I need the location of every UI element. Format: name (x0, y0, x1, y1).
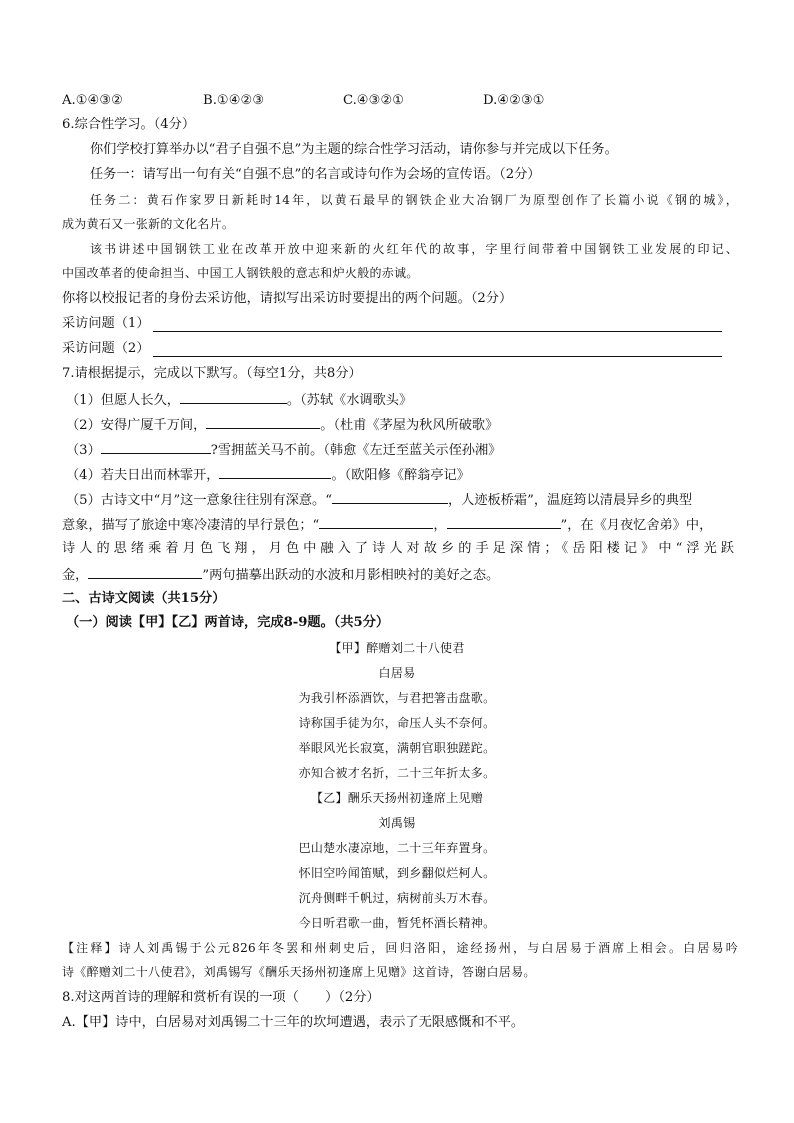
poem-yi-title: 【乙】酬乐天扬州初逢席上见赠 (310, 791, 484, 805)
q5-option-b: B.①④②③ (203, 93, 265, 108)
q8-option-a: A.【甲】诗中，白居易对刘禹锡二十三年的坎坷遭遇，表示了无限感慨和不平。 (62, 1015, 525, 1030)
q7-item-5-text-c: 意象，描写了旅途中寒冷凄清的早行景色；“ (62, 518, 320, 533)
q6-task2-line3: 该书讲述中国钢铁工业在改革开放中迎来新的火红年代的故事，字里行间带着中国钢铁工业发展的印记、 (90, 242, 738, 256)
poem-yi-author: 刘禹锡 (378, 816, 416, 830)
section-2-title: 二、古诗文阅读（共15分） (62, 591, 226, 606)
q6-intro: 你们学校打算举办以“君子自强不息”为主题的综合性学习活动，请你参与并完成以下任务。 (90, 142, 618, 157)
q6-prompt: 你将以校报记者的身份去采访他，请拟写出采访时要提出的两个问题。（2分） (62, 291, 513, 306)
q7-item-2 (66, 415, 498, 435)
q6-task2-line2: 成为黄石又一张新的文化名片。 (62, 217, 235, 231)
q7-item-5-line4 (62, 565, 499, 585)
q5-option-d: D.④②③① (483, 93, 545, 108)
interview-answer-2[interactable] (153, 356, 722, 357)
q7-item-1-text: （1）但愿人长久， (66, 393, 180, 408)
poem-yi-line-4: 今日听君歌一曲，暂凭杯酒长精神。 (298, 916, 496, 930)
poem-yi-line-2: 怀旧空吟闻笛赋，到乡翻似烂柯人。 (298, 866, 496, 880)
q7-item-3-text: （3） (66, 443, 101, 458)
q7-item-4-source: 。（欧阳修《醉翁亭记》 (331, 468, 470, 483)
q7-item-2-text: （2）安得广厦千万间， (66, 418, 207, 433)
q7-item-5-text-b: ，人迹板桥霜”，温庭筠以清晨异乡的典型 (448, 493, 693, 508)
q7-item-5-text-g: 金， (62, 568, 89, 583)
q7-item-4 (66, 465, 470, 485)
q5-option-c: C.④③②① (343, 93, 405, 108)
poem-jia-author: 白居易 (378, 666, 416, 680)
poem-jia-line-2: 诗称国手徒为尔，命压人头不奈何。 (298, 716, 496, 730)
note-line-1: 【注释】诗人刘禹锡于公元826年冬罢和州刺史后，回归洛阳，途经扬州，与白居易于酒席上相会。白居易吟 (62, 941, 738, 955)
q6-task2-line1: 任务二：黄石作家罗日新耗时14年，以黄石最早的钢铁企业大冶钢厂为原型创作了长篇小说《钢的城》， (90, 193, 738, 207)
q7-blank-2[interactable] (206, 415, 320, 429)
poem-yi-line-3: 沉舟侧畔千帆过，病树前头万木春。 (298, 891, 496, 905)
poem-jia-line-3: 举眼风光长寂寞，满朝官职独蹉跎。 (298, 741, 496, 755)
interview-label-1: 采访问题（1） (62, 316, 150, 331)
q7-title: 7.请根据提示，完成以下默写。（每空1分，共8分） (62, 366, 362, 381)
q7-item-3-source: ?雪拥蓝关马不前。（韩愈《左迁至蓝关示侄孙湘》 (210, 443, 502, 458)
q7-item-5-text-e: ”，在《月夜忆舍弟》中， (560, 518, 713, 533)
q7-item-5-line1 (66, 490, 692, 510)
q7-item-5-line3: 诗人的思绪乘着月色飞翔，月色中融入了诗人对故乡的手足深情；《岳阳楼记》中“浮光跃 (62, 541, 734, 556)
q7-item-1-source: 。（苏轼《水调歌头》 (286, 393, 413, 408)
section-2-subtitle: （一）阅读【甲】【乙】两首诗，完成8-9题。（共5分） (66, 615, 390, 630)
q7-item-5-text-a: （5）古诗文中“月”这一意象往往别有深意。“ (66, 493, 332, 508)
poem-jia-line-1: 为我引杯添酒饮，与君把箸击盘歌。 (298, 691, 496, 705)
q7-blank-1[interactable] (180, 390, 287, 404)
note-line-2: 诗《醉赠刘二十八使君》，刘禹锡写《酬乐天扬州初逢席上见赠》这首诗，答谢白居易。 (62, 965, 536, 979)
q7-item-2-source: 。（杜甫《茅屋为秋风所破歌》 (320, 418, 499, 433)
poem-jia-title: 【甲】醉赠刘二十八使君 (329, 641, 465, 655)
q7-item-1 (66, 390, 412, 410)
q7-item-3 (66, 440, 501, 460)
interview-answer-1[interactable] (153, 331, 722, 332)
q7-blank-6[interactable] (319, 515, 433, 529)
q5-option-a: A.①④③② (62, 93, 124, 108)
q7-item-4-text: （4）若夫日出而林霏开， (66, 468, 220, 483)
q7-item-5-text-d: ， (433, 518, 447, 533)
poem-jia-line-4: 亦知合被才名折，二十三年折太多。 (298, 766, 496, 780)
q7-blank-3[interactable] (101, 440, 211, 454)
q6-task2-line4: 中国改革者的使命担当、中国工人钢铁般的意志和炉火般的赤诚。 (62, 266, 419, 280)
q7-blank-5[interactable] (332, 490, 448, 504)
q7-blank-8[interactable] (88, 565, 202, 579)
q6-title: 6.综合性学习。（4分） (62, 117, 196, 132)
q7-blank-4[interactable] (219, 465, 331, 479)
poem-yi-line-1: 巴山楚水凄凉地，二十三年弃置身。 (298, 841, 496, 855)
q7-item-5-line2 (62, 515, 712, 535)
interview-label-2: 采访问题（2） (62, 341, 150, 356)
q6-task1: 任务一：请写出一句有关“自强不息”的名言或诗句作为会场的宣传语。（2分） (90, 167, 541, 182)
q8-title: 8.对这两首诗的理解和赏析有误的一项（ ）（2分） (62, 990, 380, 1005)
q7-blank-7[interactable] (447, 515, 561, 529)
q7-item-5-text-h: ”两句描摹出跃动的水波和月影相映衬的美好之态。 (202, 568, 500, 583)
